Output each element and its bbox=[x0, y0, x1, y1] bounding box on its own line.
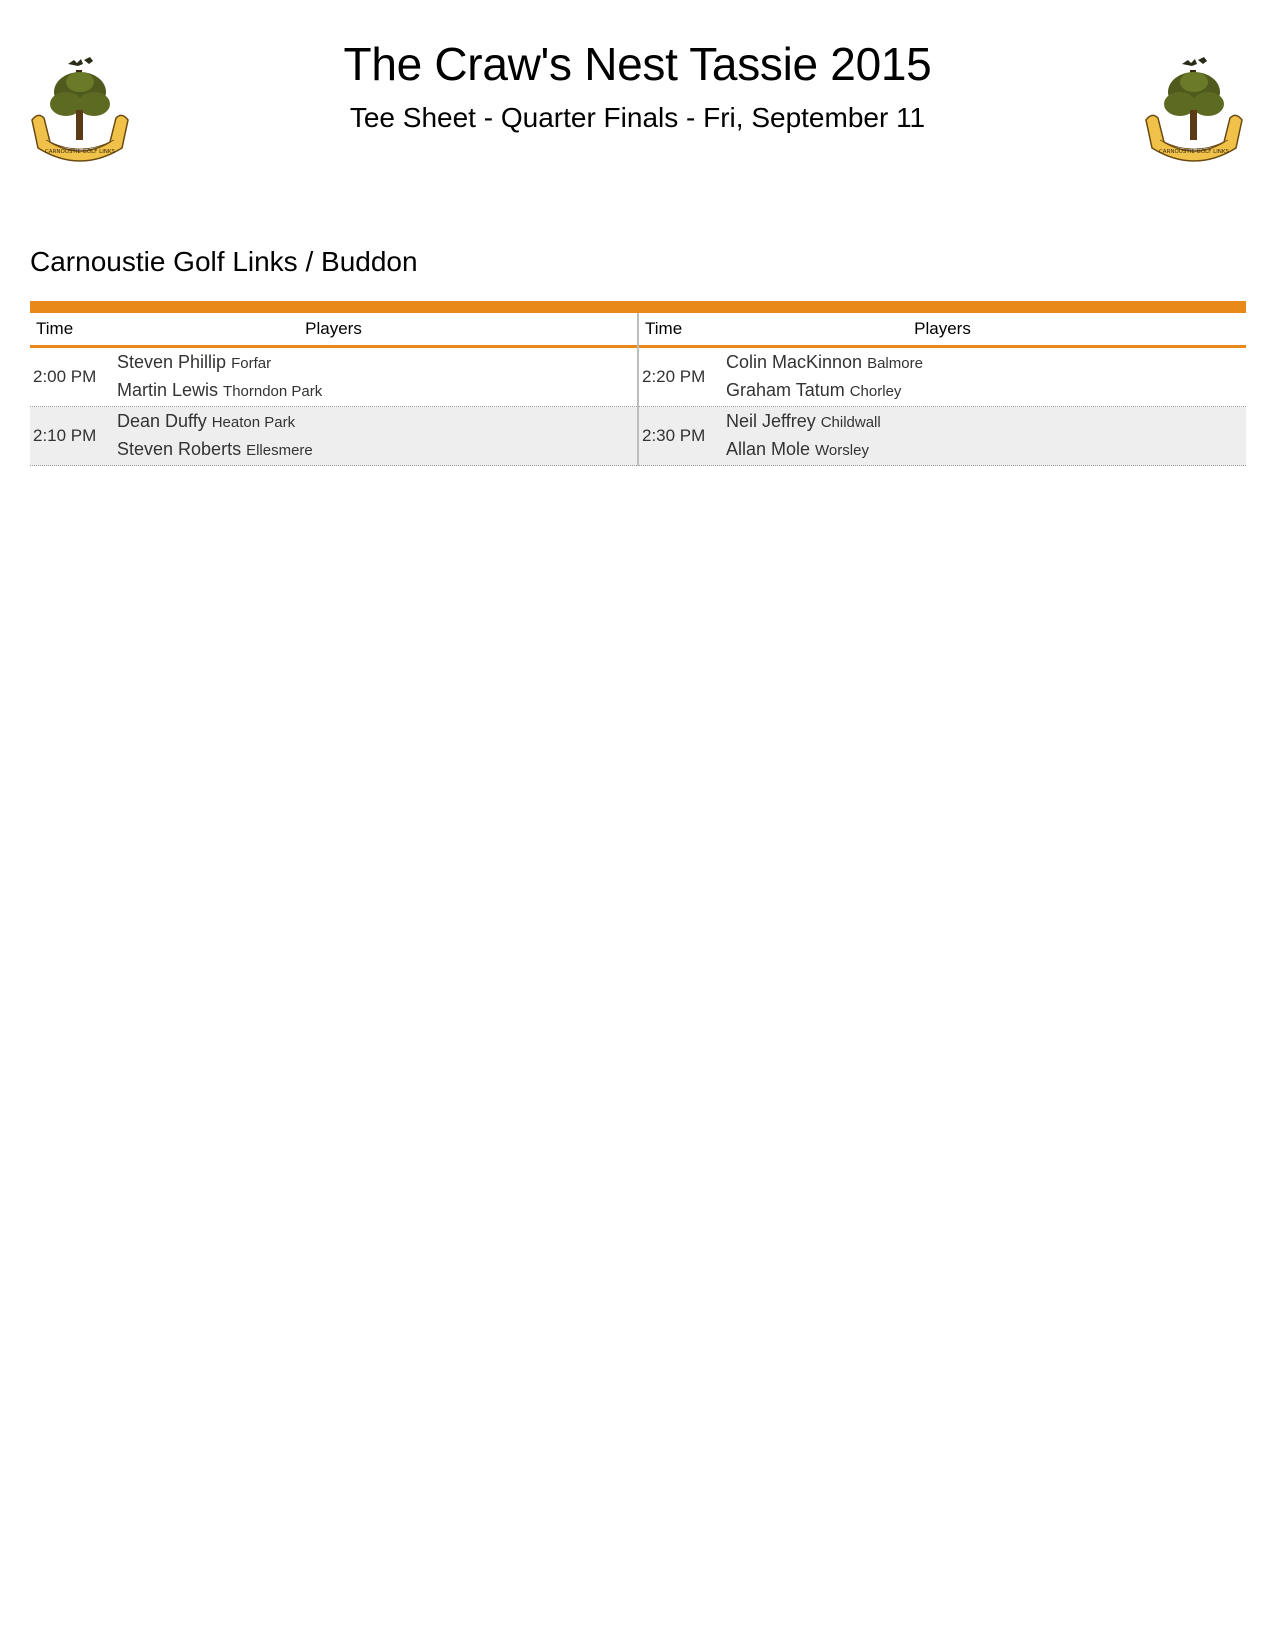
player-name: Graham Tatum bbox=[726, 380, 845, 400]
player-entry bbox=[117, 349, 322, 377]
player-name: Dean Duffy bbox=[117, 411, 207, 431]
tee-sheet-table bbox=[30, 301, 1246, 466]
tee-time: 2:00 PM bbox=[33, 367, 97, 386]
table-top-bar bbox=[30, 301, 1246, 313]
player-list bbox=[726, 408, 881, 464]
player-entry bbox=[726, 408, 881, 436]
player-club: Balmore bbox=[867, 355, 923, 372]
player-name: Martin Lewis bbox=[117, 380, 219, 400]
header-time: Time bbox=[645, 319, 683, 338]
tee-time: 2:20 PM bbox=[642, 367, 706, 386]
player-club: Forfar bbox=[231, 355, 272, 372]
svg-text:CARNOUSTIE GOLF LINKS: CARNOUSTIE GOLF LINKS bbox=[1158, 149, 1230, 155]
header-time: Time bbox=[36, 319, 74, 338]
player-list bbox=[117, 349, 322, 405]
player-entry bbox=[117, 408, 313, 436]
player-list bbox=[726, 349, 923, 405]
player-name: Colin MacKinnon bbox=[726, 352, 863, 372]
player-entry bbox=[726, 349, 923, 377]
tee-times-right-column bbox=[639, 313, 1246, 466]
player-club: Thorndon Park bbox=[223, 383, 323, 400]
player-list bbox=[117, 408, 313, 464]
tee-time: 2:10 PM bbox=[33, 426, 97, 445]
table-row bbox=[639, 407, 1246, 466]
player-entry bbox=[117, 377, 322, 405]
course-heading: Carnoustie Golf Links / Buddon bbox=[30, 246, 418, 277]
header-players: Players bbox=[914, 319, 971, 338]
player-club: Ellesmere bbox=[246, 442, 313, 459]
table-header bbox=[639, 313, 1246, 348]
player-name: Neil Jeffrey bbox=[726, 411, 816, 431]
player-name: Steven Roberts bbox=[117, 439, 242, 459]
svg-text:CARNOUSTIE GOLF LINKS: CARNOUSTIE GOLF LINKS bbox=[44, 149, 116, 155]
player-club: Worsley bbox=[815, 442, 869, 459]
tee-time: 2:30 PM bbox=[642, 426, 706, 445]
player-club: Chorley bbox=[849, 383, 902, 400]
player-club: Heaton Park bbox=[211, 414, 296, 431]
page-subtitle: Tee Sheet - Quarter Finals - Fri, September 11 bbox=[349, 102, 926, 133]
page-title: The Craw's Nest Tassie 2015 bbox=[343, 38, 932, 90]
tee-times-left-column bbox=[30, 313, 639, 466]
table-header bbox=[30, 313, 637, 348]
player-club: Childwall bbox=[820, 414, 881, 431]
table-row bbox=[30, 407, 637, 466]
player-name: Allan Mole bbox=[726, 439, 811, 459]
player-name: Steven Phillip bbox=[117, 352, 227, 372]
player-entry bbox=[117, 436, 313, 464]
player-entry bbox=[726, 377, 923, 405]
player-entry bbox=[726, 436, 881, 464]
table-row bbox=[30, 348, 637, 407]
header-players: Players bbox=[305, 319, 362, 338]
table-row bbox=[639, 348, 1246, 407]
